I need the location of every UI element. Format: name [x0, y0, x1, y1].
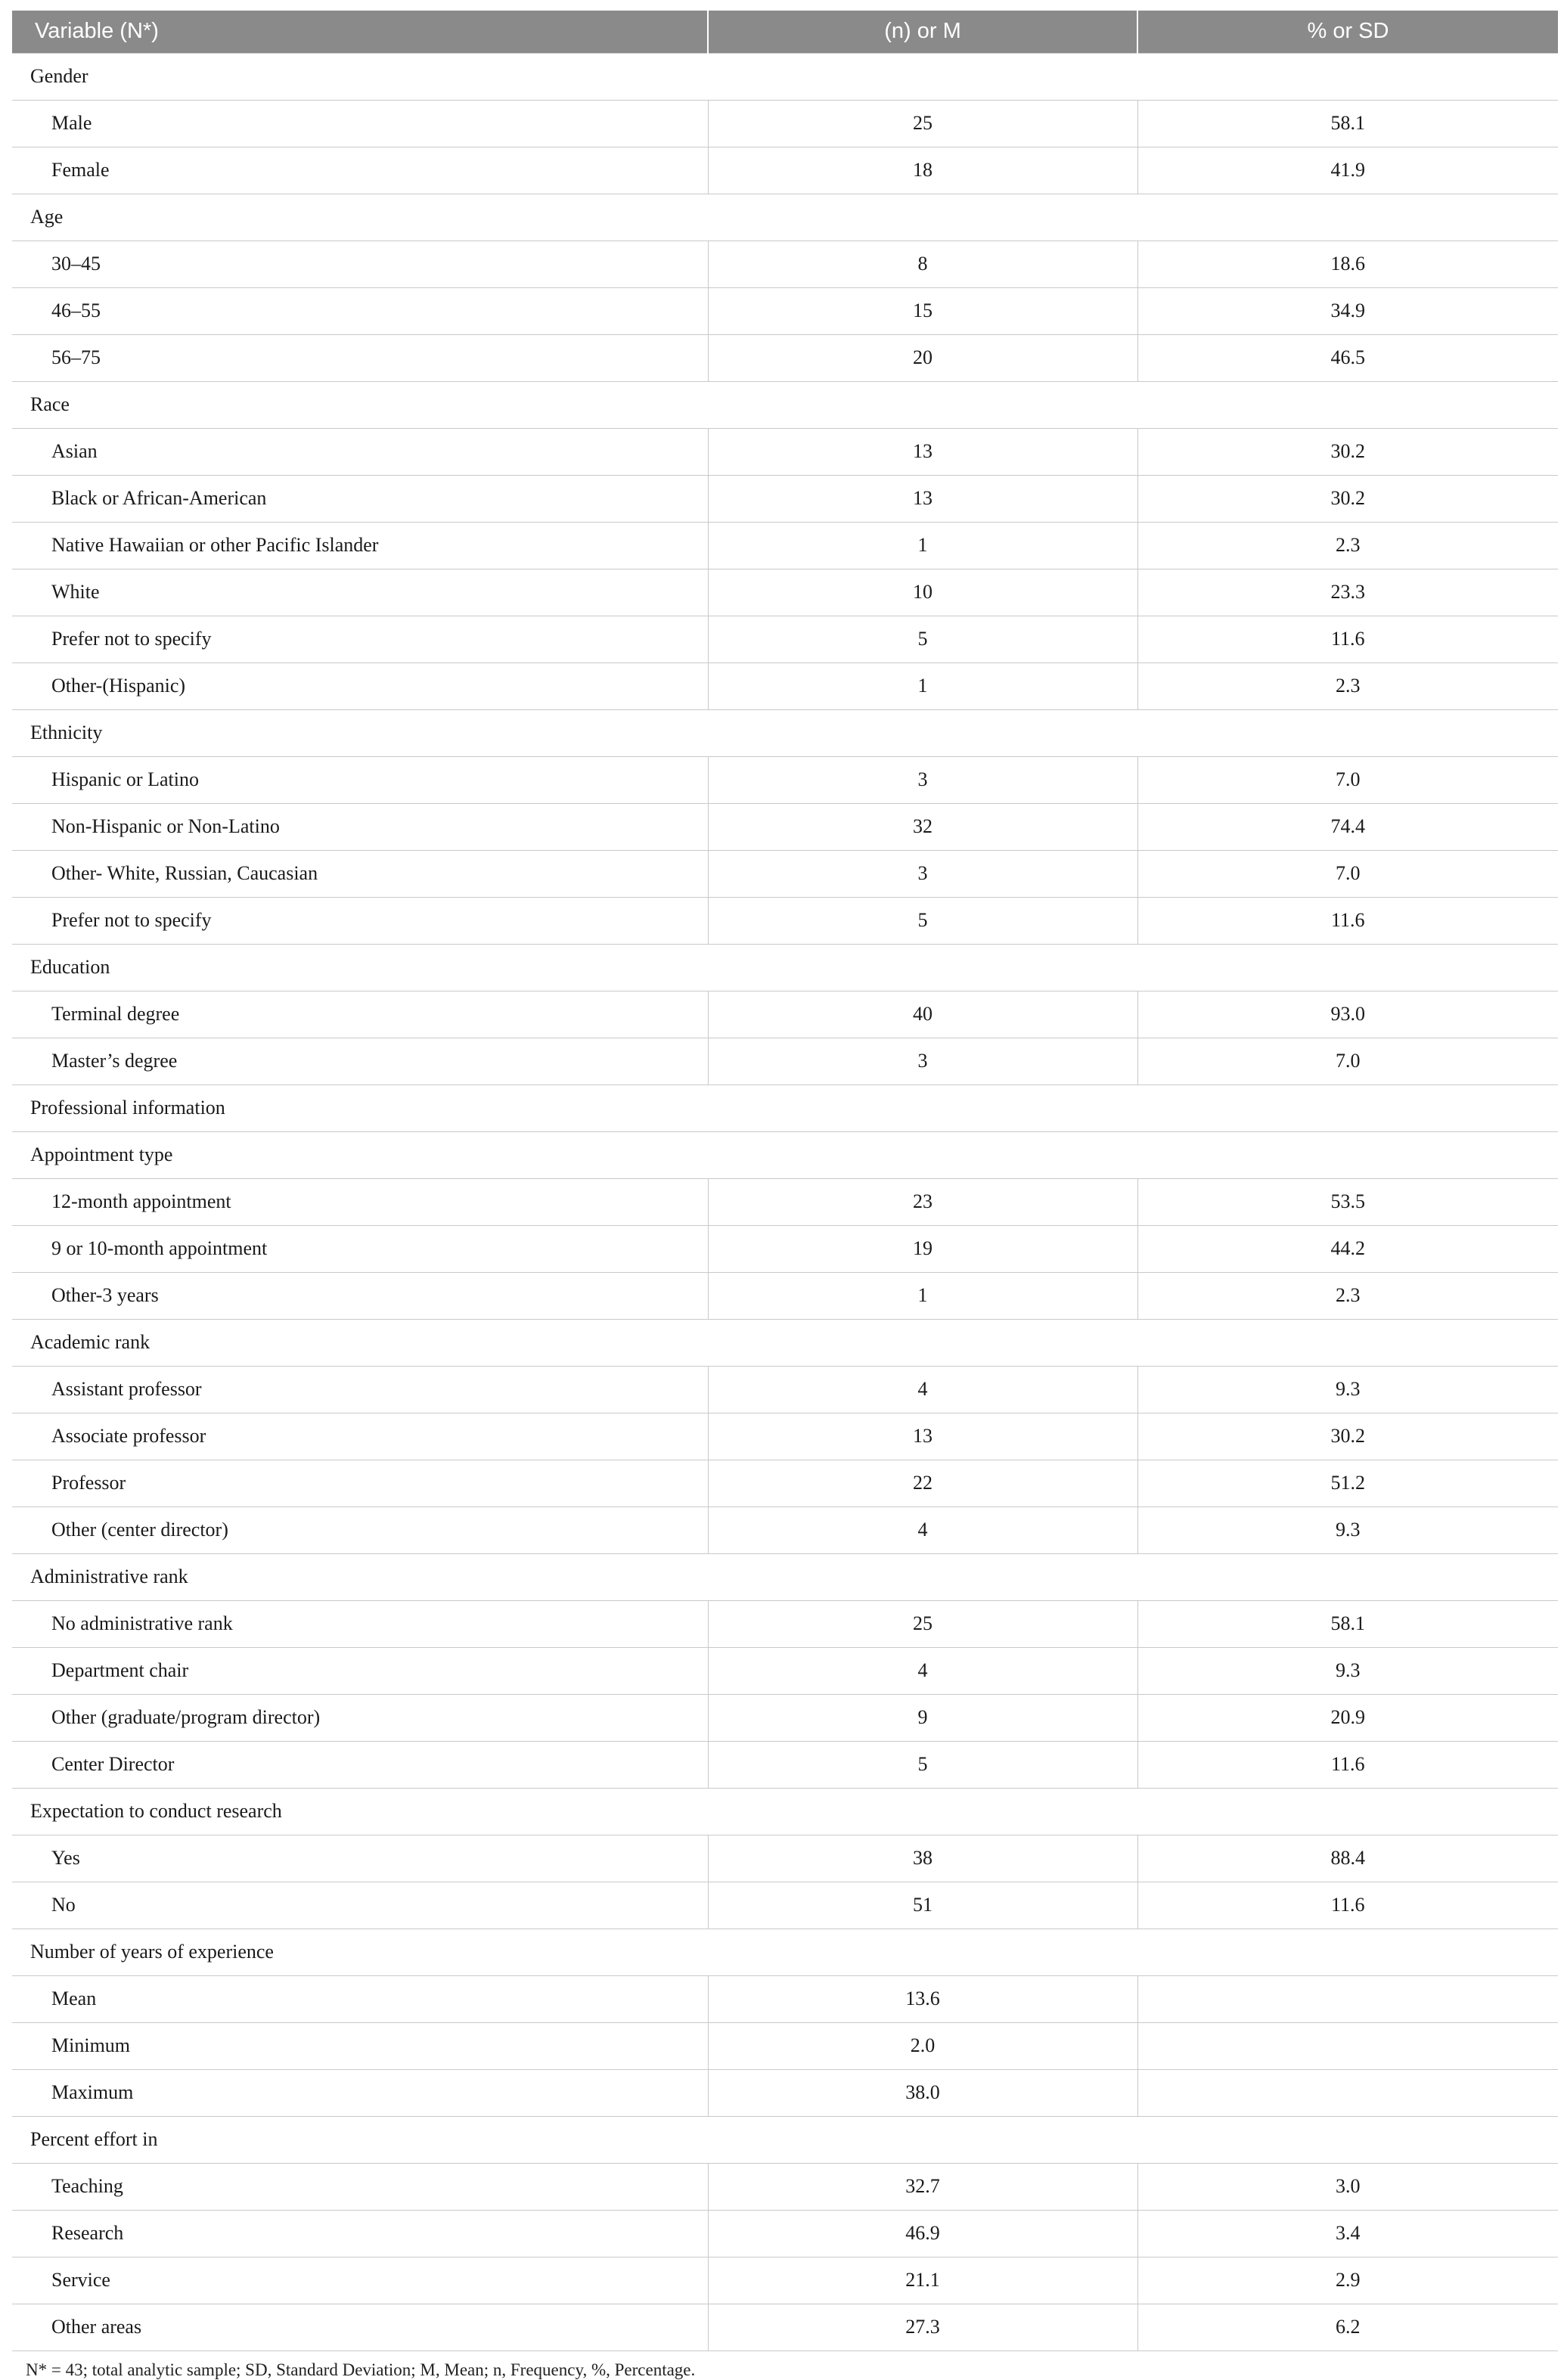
- variable-cell: Asian: [12, 428, 708, 475]
- pct-or-sd-cell: 74.4: [1137, 803, 1558, 850]
- table-row: [12, 147, 1558, 194]
- pct-or-sd-cell: 23.3: [1137, 569, 1558, 616]
- variable-cell: Other-3 years: [12, 1272, 708, 1319]
- section-row: [12, 709, 1558, 756]
- variable-cell: Native Hawaiian or other Pacific Islander: [12, 522, 708, 569]
- table-row: [12, 1694, 1558, 1741]
- section-row: [12, 944, 1558, 991]
- table-row: [12, 569, 1558, 616]
- table-row: [12, 1741, 1558, 1788]
- variable-cell: Research: [12, 2210, 708, 2257]
- table-row: [12, 1600, 1558, 1647]
- pct-or-sd-cell: 7.0: [1137, 850, 1558, 897]
- n-or-m-cell: 13: [708, 1413, 1137, 1460]
- table-row: [12, 803, 1558, 850]
- table-row: [12, 1460, 1558, 1507]
- n-or-m-cell: 2.0: [708, 2022, 1137, 2069]
- section-title: Age: [12, 194, 1558, 240]
- pct-or-sd-cell: 2.9: [1137, 2257, 1558, 2304]
- variable-cell: Minimum: [12, 2022, 708, 2069]
- pct-or-sd-cell: 3.4: [1137, 2210, 1558, 2257]
- n-or-m-cell: 1: [708, 1272, 1137, 1319]
- pct-or-sd-cell: 7.0: [1137, 1038, 1558, 1084]
- pct-or-sd-cell: 34.9: [1137, 287, 1558, 334]
- n-or-m-cell: 4: [708, 1647, 1137, 1694]
- variable-cell: White: [12, 569, 708, 616]
- table-row: [12, 2257, 1558, 2304]
- pct-or-sd-cell: 2.3: [1137, 662, 1558, 709]
- n-or-m-cell: 25: [708, 100, 1137, 147]
- n-or-m-cell: 20: [708, 334, 1137, 381]
- pct-or-sd-cell: 6.2: [1137, 2304, 1558, 2351]
- variable-cell: Maximum: [12, 2069, 708, 2116]
- section-title: Ethnicity: [12, 709, 1558, 756]
- pct-or-sd-cell: 20.9: [1137, 1694, 1558, 1741]
- pct-or-sd-cell: 11.6: [1137, 616, 1558, 662]
- variable-cell: Prefer not to specify: [12, 897, 708, 944]
- pct-or-sd-cell: 44.2: [1137, 1225, 1558, 1272]
- table-row: [12, 897, 1558, 944]
- variable-cell: Other (graduate/program director): [12, 1694, 708, 1741]
- pct-or-sd-cell: [1137, 1975, 1558, 2022]
- table-row: [12, 1366, 1558, 1413]
- variable-cell: No administrative rank: [12, 1600, 708, 1647]
- variable-cell: Department chair: [12, 1647, 708, 1694]
- n-or-m-cell: 40: [708, 991, 1137, 1038]
- section-title: Expectation to conduct research: [12, 1788, 1558, 1835]
- variable-cell: Master’s degree: [12, 1038, 708, 1084]
- table-row: [12, 2304, 1558, 2351]
- n-or-m-cell: 3: [708, 1038, 1137, 1084]
- table-row: [12, 2163, 1558, 2210]
- table-row: [12, 475, 1558, 522]
- table-row: [12, 2022, 1558, 2069]
- section-row: [12, 1929, 1558, 1975]
- n-or-m-cell: 13: [708, 428, 1137, 475]
- n-or-m-cell: 4: [708, 1507, 1137, 1553]
- section-row: [12, 1084, 1558, 1131]
- pct-or-sd-cell: 18.6: [1137, 240, 1558, 287]
- pct-or-sd-cell: 93.0: [1137, 991, 1558, 1038]
- section-title: Professional information: [12, 1084, 1558, 1131]
- n-or-m-cell: 25: [708, 1600, 1137, 1647]
- n-or-m-cell: 19: [708, 1225, 1137, 1272]
- pct-or-sd-cell: 51.2: [1137, 1460, 1558, 1507]
- section-title: Appointment type: [12, 1131, 1558, 1178]
- table-row: [12, 1507, 1558, 1553]
- variable-cell: Assistant professor: [12, 1366, 708, 1413]
- pct-or-sd-cell: 41.9: [1137, 147, 1558, 194]
- variable-cell: No: [12, 1882, 708, 1929]
- pct-or-sd-cell: 3.0: [1137, 2163, 1558, 2210]
- section-title: Education: [12, 944, 1558, 991]
- table-row: [12, 334, 1558, 381]
- table-row: [12, 1835, 1558, 1882]
- variable-cell: 46–55: [12, 287, 708, 334]
- variable-cell: 9 or 10-month appointment: [12, 1225, 708, 1272]
- pct-or-sd-cell: 2.3: [1137, 1272, 1558, 1319]
- n-or-m-cell: 21.1: [708, 2257, 1137, 2304]
- variable-cell: Hispanic or Latino: [12, 756, 708, 803]
- table-row: [12, 1975, 1558, 2022]
- section-row: [12, 1788, 1558, 1835]
- table-row: [12, 2210, 1558, 2257]
- variable-cell: Male: [12, 100, 708, 147]
- variable-cell: Other- White, Russian, Caucasian: [12, 850, 708, 897]
- header-row: [12, 11, 1558, 53]
- pct-or-sd-cell: 9.3: [1137, 1507, 1558, 1553]
- table-row: [12, 756, 1558, 803]
- table-row: [12, 1225, 1558, 1272]
- variable-cell: Service: [12, 2257, 708, 2304]
- section-row: [12, 194, 1558, 240]
- variable-cell: Other (center director): [12, 1507, 708, 1553]
- n-or-m-cell: 15: [708, 287, 1137, 334]
- table-row: [12, 662, 1558, 709]
- table-row: [12, 240, 1558, 287]
- pct-or-sd-cell: [1137, 2022, 1558, 2069]
- pct-or-sd-cell: 46.5: [1137, 334, 1558, 381]
- table-row: [12, 1882, 1558, 1929]
- column-header-n-or-m: (n) or M: [708, 11, 1137, 53]
- pct-or-sd-cell: 7.0: [1137, 756, 1558, 803]
- n-or-m-cell: 5: [708, 897, 1137, 944]
- section-row: [12, 53, 1558, 100]
- section-row: [12, 1131, 1558, 1178]
- section-row: [12, 381, 1558, 428]
- variable-cell: Center Director: [12, 1741, 708, 1788]
- variable-cell: 56–75: [12, 334, 708, 381]
- section-row: [12, 1553, 1558, 1600]
- variable-cell: Professor: [12, 1460, 708, 1507]
- n-or-m-cell: 1: [708, 662, 1137, 709]
- table-header: [12, 11, 1558, 53]
- variable-cell: 12-month appointment: [12, 1178, 708, 1225]
- n-or-m-cell: 23: [708, 1178, 1137, 1225]
- pct-or-sd-cell: 30.2: [1137, 475, 1558, 522]
- variable-cell: Terminal degree: [12, 991, 708, 1038]
- variable-cell: Yes: [12, 1835, 708, 1882]
- pct-or-sd-cell: 58.1: [1137, 1600, 1558, 1647]
- pct-or-sd-cell: 30.2: [1137, 428, 1558, 475]
- n-or-m-cell: 38.0: [708, 2069, 1137, 2116]
- table-row: [12, 2069, 1558, 2116]
- table-row: [12, 616, 1558, 662]
- section-title: Administrative rank: [12, 1553, 1558, 1600]
- n-or-m-cell: 1: [708, 522, 1137, 569]
- table-row: [12, 1413, 1558, 1460]
- n-or-m-cell: 5: [708, 616, 1137, 662]
- table-row: [12, 522, 1558, 569]
- section-title: Percent effort in: [12, 2116, 1558, 2163]
- n-or-m-cell: 5: [708, 1741, 1137, 1788]
- pct-or-sd-cell: 2.3: [1137, 522, 1558, 569]
- table-row: [12, 1272, 1558, 1319]
- variable-cell: Other areas: [12, 2304, 708, 2351]
- table-row: [12, 1178, 1558, 1225]
- n-or-m-cell: 8: [708, 240, 1137, 287]
- variable-cell: Mean: [12, 1975, 708, 2022]
- table-footnote: N* = 43; total analytic sample; SD, Standard Deviation; M, Mean; n, Frequency, %, Percentage.: [26, 2360, 696, 2379]
- pct-or-sd-cell: 11.6: [1137, 1882, 1558, 1929]
- pct-or-sd-cell: 11.6: [1137, 1741, 1558, 1788]
- section-title: Gender: [12, 53, 1558, 100]
- n-or-m-cell: 18: [708, 147, 1137, 194]
- variable-cell: Prefer not to specify: [12, 616, 708, 662]
- table-row: [12, 991, 1558, 1038]
- n-or-m-cell: 13: [708, 475, 1137, 522]
- variable-cell: Female: [12, 147, 708, 194]
- table-row: [12, 287, 1558, 334]
- pct-or-sd-cell: 53.5: [1137, 1178, 1558, 1225]
- table-row: [12, 1038, 1558, 1084]
- variable-cell: Teaching: [12, 2163, 708, 2210]
- section-row: [12, 2116, 1558, 2163]
- section-title: Academic rank: [12, 1319, 1558, 1366]
- table-row: [12, 1647, 1558, 1694]
- n-or-m-cell: 4: [708, 1366, 1137, 1413]
- pct-or-sd-cell: 30.2: [1137, 1413, 1558, 1460]
- variable-cell: Other-(Hispanic): [12, 662, 708, 709]
- n-or-m-cell: 22: [708, 1460, 1137, 1507]
- table-row: [12, 428, 1558, 475]
- column-header-pct-or-sd: % or SD: [1137, 11, 1558, 53]
- n-or-m-cell: 10: [708, 569, 1137, 616]
- section-title: Race: [12, 381, 1558, 428]
- table-row: [12, 850, 1558, 897]
- pct-or-sd-cell: 11.6: [1137, 897, 1558, 944]
- n-or-m-cell: 13.6: [708, 1975, 1137, 2022]
- demographics-table: [12, 11, 1558, 2351]
- variable-cell: Black or African-American: [12, 475, 708, 522]
- variable-cell: Associate professor: [12, 1413, 708, 1460]
- column-header-variable: Variable (N*): [12, 11, 708, 53]
- n-or-m-cell: 32: [708, 803, 1137, 850]
- n-or-m-cell: 3: [708, 850, 1137, 897]
- section-row: [12, 1319, 1558, 1366]
- n-or-m-cell: 9: [708, 1694, 1137, 1741]
- n-or-m-cell: 51: [708, 1882, 1137, 1929]
- n-or-m-cell: 46.9: [708, 2210, 1137, 2257]
- pct-or-sd-cell: 9.3: [1137, 1647, 1558, 1694]
- section-title: Number of years of experience: [12, 1929, 1558, 1975]
- n-or-m-cell: 32.7: [708, 2163, 1137, 2210]
- variable-cell: Non-Hispanic or Non-Latino: [12, 803, 708, 850]
- table-row: [12, 100, 1558, 147]
- table-body: [12, 53, 1558, 2351]
- n-or-m-cell: 3: [708, 756, 1137, 803]
- pct-or-sd-cell: [1137, 2069, 1558, 2116]
- n-or-m-cell: 38: [708, 1835, 1137, 1882]
- pct-or-sd-cell: 9.3: [1137, 1366, 1558, 1413]
- pct-or-sd-cell: 58.1: [1137, 100, 1558, 147]
- variable-cell: 30–45: [12, 240, 708, 287]
- n-or-m-cell: 27.3: [708, 2304, 1137, 2351]
- pct-or-sd-cell: 88.4: [1137, 1835, 1558, 1882]
